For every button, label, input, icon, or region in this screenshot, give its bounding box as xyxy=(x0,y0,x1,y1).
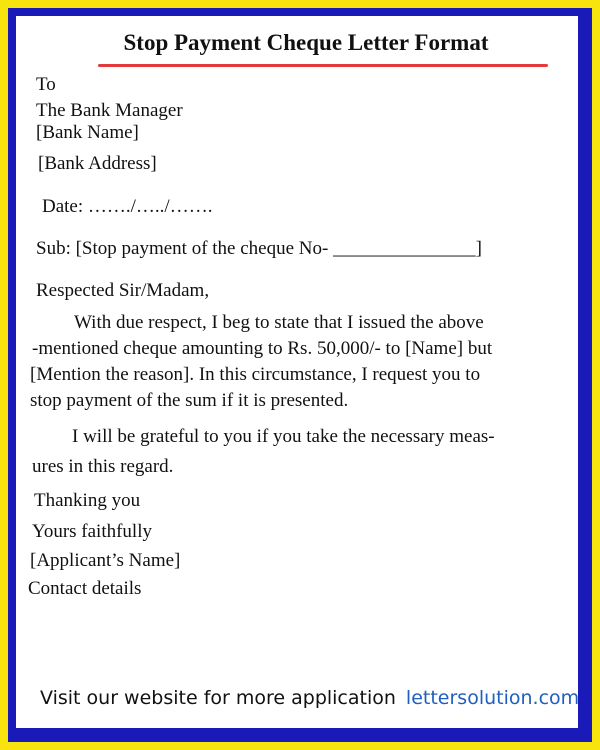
page-title: Stop Payment Cheque Letter Format xyxy=(123,30,489,55)
date-line: Date: ……./…../……. xyxy=(42,196,213,217)
recipient-line: The Bank Manager xyxy=(36,100,183,121)
applicant-name-line: [Applicant’s Name] xyxy=(30,550,181,571)
paragraph-line: I will be grateful to you if you take the necessary meas- xyxy=(72,426,495,447)
paragraph-line: -mentioned cheque amounting to Rs. 50,000/- to [Name] but xyxy=(32,338,493,359)
footer xyxy=(40,687,579,709)
letter-page xyxy=(16,16,578,728)
subject-line: Sub: [Stop payment of the cheque No- _______________] xyxy=(36,238,482,259)
paragraph-line: With due respect, I beg to state that I issued the above xyxy=(74,312,484,333)
salutation-line: Respected Sir/Madam, xyxy=(36,280,210,301)
footer-text: Visit our website for more application xyxy=(40,687,396,709)
title-underline xyxy=(98,64,548,67)
paragraph-line: [Mention the reason]. In this circumstance, I request you to xyxy=(30,364,481,385)
bank-name-line: [Bank Name] xyxy=(36,122,139,143)
website-link[interactable]: lettersolution.com xyxy=(405,687,580,709)
contact-details-line: Contact details xyxy=(28,578,142,599)
thanking-line: Thanking you xyxy=(34,490,141,511)
paragraph-line: stop payment of the sum if it is presented. xyxy=(30,390,349,411)
closing-line: Yours faithfully xyxy=(32,521,152,542)
bank-address-line: [Bank Address] xyxy=(38,153,157,174)
paragraph-line: ures in this regard. xyxy=(32,456,174,477)
to-line: To xyxy=(36,74,56,95)
